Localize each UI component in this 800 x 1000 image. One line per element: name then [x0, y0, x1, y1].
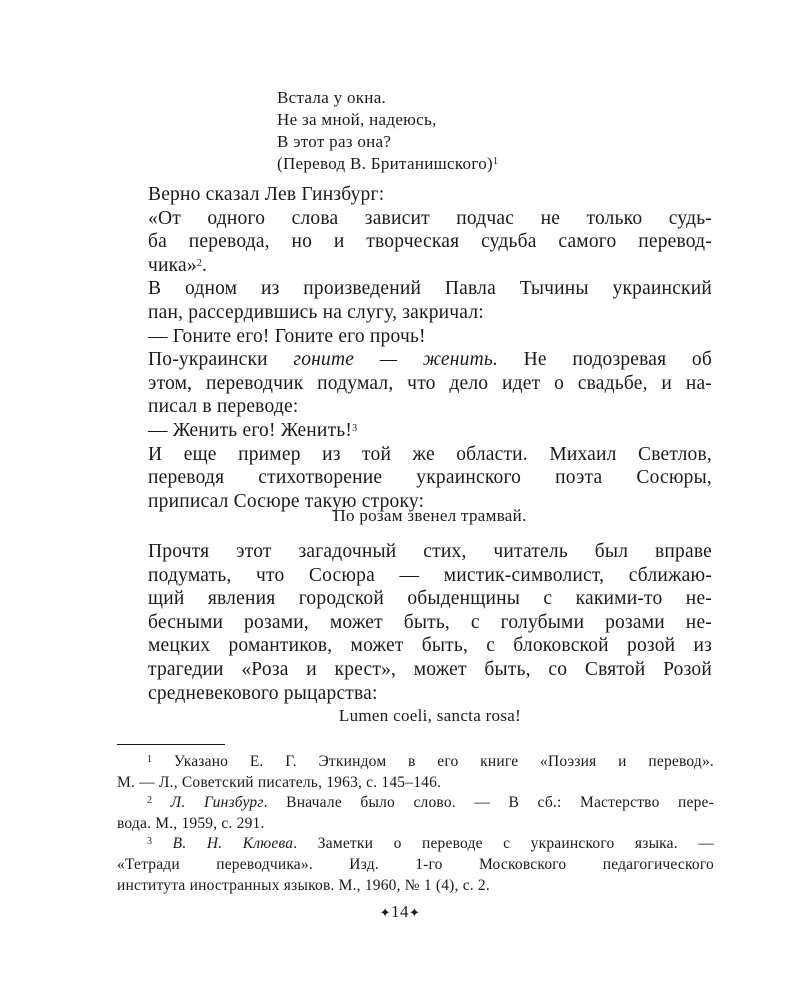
- footnote-divider: [117, 744, 225, 745]
- paragraph-8-line-7: средневекового рыцарства:: [148, 682, 378, 704]
- poem-line-4: [277, 153, 498, 175]
- poem-line-1: Встала у окна.: [277, 88, 387, 107]
- footnote-3-line-2: «Тетради переводчика». Изд. 1-го Московского педагогического: [117, 855, 714, 873]
- ornament-left-icon: ✦: [379, 905, 391, 920]
- footnote-3-text: . Заметки о переводе с украинского языка. —: [293, 835, 714, 853]
- paragraph-5-tail: Не подозревая об: [498, 349, 712, 371]
- poem-line-3: В этот раз она?: [277, 132, 392, 151]
- poem-translator-credit: (Перевод В. Британишского): [277, 154, 493, 173]
- footnote-3-number: 3: [147, 836, 153, 848]
- paragraph-2-end: .: [202, 254, 208, 276]
- poem-line-2: Не за мной, надеюсь,: [277, 110, 437, 129]
- italic-word-gonite: гоните: [293, 349, 355, 371]
- footnote-1-number: 1: [147, 754, 153, 765]
- paragraph-3-line-1: В одном из произведений Павла Тычины украинский: [148, 278, 712, 300]
- page-number-value: 14: [391, 902, 409, 921]
- paragraph-5-lead: По-украински: [148, 349, 294, 371]
- paragraph-7-line-3: приписал Сосюре такую строку:: [148, 490, 425, 512]
- paragraph-8-line-4: бесными розами, может быть, с голубыми розами не-: [148, 611, 712, 633]
- main-text-block-1: [148, 183, 712, 513]
- footnote-ref-2: 2: [196, 257, 203, 269]
- footnote-3-line-1: [117, 834, 714, 855]
- footnote-2-line-2: вода. М., 1959, с. 291.: [117, 814, 265, 832]
- paragraph-7-line-1: И еще пример из той же области. Михаил Светлов,: [148, 443, 712, 465]
- paragraph-5-line-3: писал в переводе:: [148, 396, 299, 418]
- paragraph-8-line-3: щий явления городской обыденщины с какими-то не-: [148, 588, 712, 610]
- paragraph-2-line-2: ба перевода, но и творческая судьба самого перевод-: [148, 231, 712, 253]
- paragraph-8-line-5: мецких романтиков, может быть, с блоковской розой из: [148, 635, 712, 657]
- paragraph-7-line-2: переводя стихотворение украинского поэта Сосюры,: [148, 467, 712, 489]
- paragraph-8-line-2: подумать, что Сосюра — мистик-символист, сближаю-: [148, 564, 712, 586]
- footnote-1-line-2: М. — Л., Советский писатель, 1963, с. 145–146.: [117, 773, 442, 791]
- quote-line-latin: Lumen coeli, sancta rosa!: [338, 706, 522, 725]
- italic-word-zhenit: женить.: [422, 349, 499, 371]
- paragraph-8-line-1: Прочтя этот загадочный стих, читатель был вправе: [148, 541, 712, 562]
- paragraph-6-text: — Женить его! Женить!: [148, 419, 353, 441]
- italic-dash: —: [354, 349, 423, 371]
- footnote-3-line-3: института иностранных языков. М., 1960, № 1 (4), с. 2.: [117, 876, 490, 894]
- footnotes: [117, 752, 714, 896]
- poem-fragment: [277, 87, 498, 175]
- paragraph-3-line-2: пан, рассердившись на слугу, закричал:: [148, 301, 484, 323]
- paragraph-5-line-2: этом, переводчик подумал, что дело идет о свадьбе, и на-: [148, 372, 712, 394]
- paragraph-5-line-1: [148, 348, 712, 372]
- footnote-1-line-1: [117, 752, 714, 773]
- paragraph-6-exclamation: [148, 419, 712, 443]
- footnote-2-author: Л. Гинзбург: [152, 794, 264, 812]
- footnote-2-text: . Вначале было слово. — В сб.: Мастерство пере-: [263, 794, 714, 812]
- paragraph-4-exclamation: — Гоните его! Гоните его прочь!: [148, 325, 426, 347]
- ornament-right-icon: ✦: [409, 905, 421, 920]
- footnote-ref-3: 3: [352, 422, 358, 434]
- quote-line-tramvai: По розам звенел трамвай.: [333, 506, 527, 525]
- paragraph-1: Верно сказал Лев Гинзбург:: [148, 184, 385, 205]
- footnote-2-line-1: [117, 793, 714, 814]
- paragraph-2-line-3: [148, 254, 712, 278]
- paragraph-8-line-6: трагедии «Роза и крест», может быть, со Святой Розой: [148, 658, 712, 680]
- paragraph-2-line-1: «От одного слова зависит подчас не только судь-: [148, 207, 712, 229]
- footnote-3-author: В. Н. Клюева: [152, 835, 294, 853]
- page-number: [0, 902, 800, 922]
- paragraph-2-text: чика»: [148, 254, 197, 276]
- footnote-2-number: 2: [147, 795, 153, 807]
- footnote-ref-1: 1: [492, 156, 499, 167]
- main-text-block-2: [148, 540, 712, 705]
- footnote-1-text: Указано Е. Г. Эткиндом в его книге «Поэзия и перевод».: [152, 753, 714, 770]
